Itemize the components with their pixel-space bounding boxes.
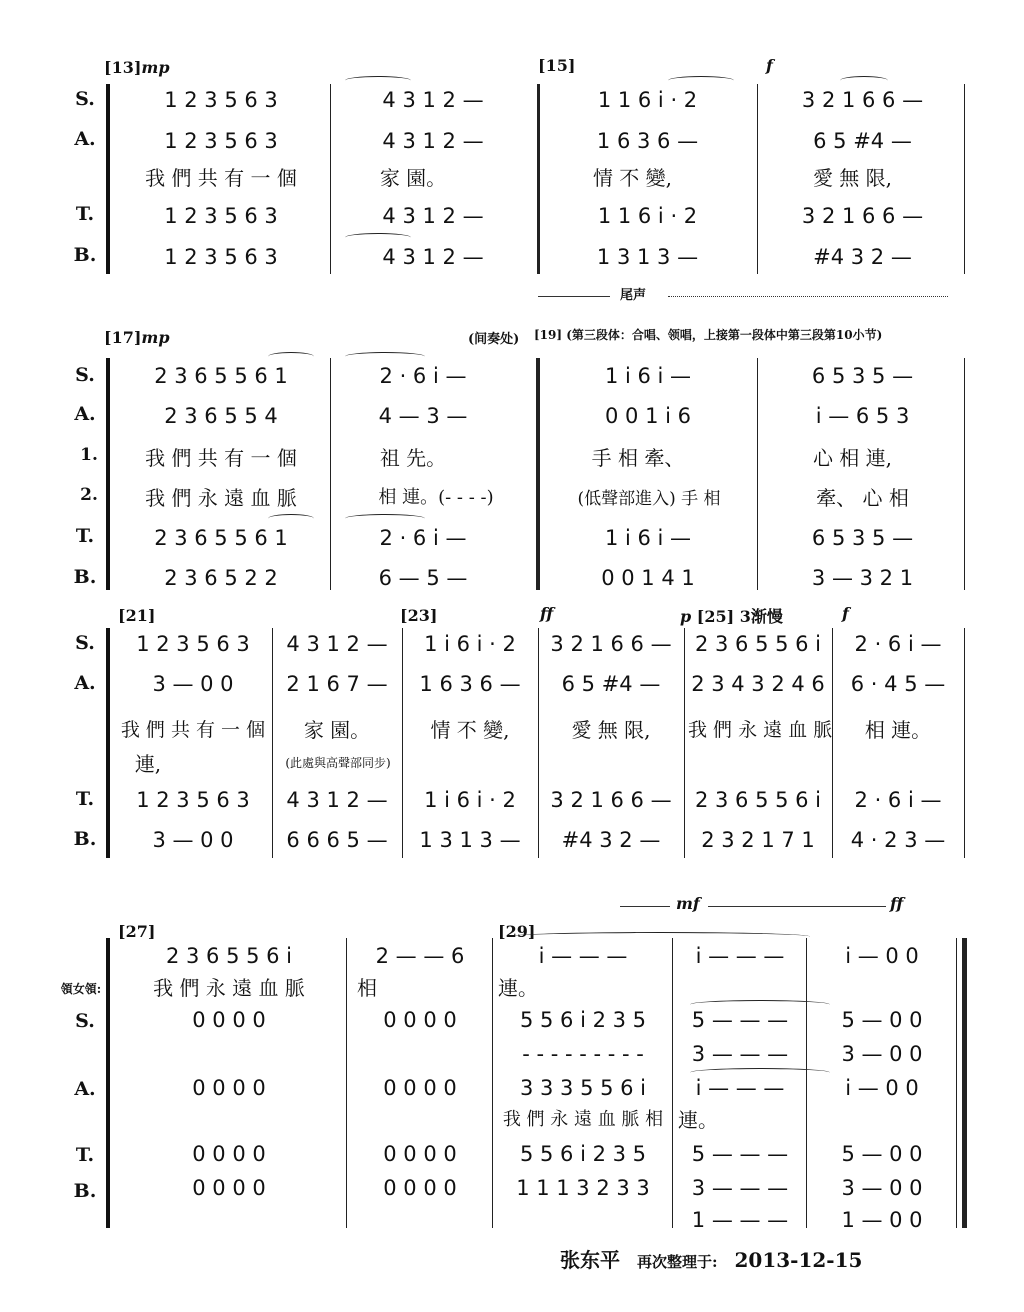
verse-label-1: 1.: [80, 445, 98, 465]
part-label-soprano: S.: [75, 1010, 95, 1032]
measure: 1 2 3 5 6 3: [164, 204, 278, 228]
barline: [672, 938, 673, 1228]
measure: 1 i 6 i · 2: [424, 632, 516, 656]
measure: 1 2 3 5 6 3: [164, 88, 278, 112]
tie: [690, 1068, 830, 1077]
system-bracket: [106, 358, 114, 590]
barline: [757, 84, 758, 274]
lyric: 愛 無 限,: [571, 717, 651, 742]
barline: [684, 628, 685, 858]
lyric: 手 相 牽、: [591, 445, 685, 470]
rehearsal-mark-27: [27]: [118, 922, 156, 941]
measure: 0 0 0 0: [383, 1176, 457, 1200]
part-label-tenor: T.: [75, 1144, 95, 1166]
rehearsal-mark-13: [13]mp: [104, 58, 170, 77]
measure: 1 i 6 i —: [604, 364, 692, 388]
measure: 5 — — —: [691, 1142, 789, 1166]
measure: 1 6 3 6 —: [596, 129, 699, 153]
system-bracket: [106, 84, 114, 274]
part-label-soprano: S.: [75, 364, 95, 386]
lyric: 家 園。: [303, 717, 371, 742]
part-label-alto: A.: [74, 1078, 96, 1100]
measure: 0 0 0 0: [192, 1176, 266, 1200]
barline: [492, 938, 493, 1228]
lyric: 我 們 共 有 一 個: [145, 445, 297, 470]
coda-label: 尾声: [620, 288, 647, 303]
slur: [345, 76, 411, 85]
slur: [345, 233, 411, 242]
measure: 2 3 6 5 5 6 1: [154, 526, 288, 550]
lyric: 牽、 心 相: [816, 485, 909, 510]
lyric: 相 連。(- - - -): [378, 487, 494, 508]
lyric: 家 園。: [379, 165, 447, 190]
slur: [345, 352, 425, 361]
rehearsal-mark-19: [19] (第三段体：合唱、领唱，上接第一段体中第三段第10小节): [534, 328, 883, 342]
system-bracket: [106, 938, 114, 1228]
measure: 2 3 6 5 5 4: [164, 404, 278, 428]
measure: 5 — 0 0: [841, 1008, 923, 1032]
measure: 3 — 0 0: [152, 828, 234, 852]
barline: [536, 358, 540, 590]
lyric: 愛 無 限,: [812, 165, 893, 190]
lyric: 連,: [134, 751, 162, 776]
dynamic-ff: ff: [540, 604, 554, 623]
arranged-note: 再次整理于:: [636, 1253, 718, 1271]
measure: 0 0 0 0: [383, 1008, 457, 1032]
measure: 6 — 5 —: [378, 566, 468, 590]
measure: 2 · 6 i —: [854, 788, 942, 812]
dynamic-mf: mf: [676, 894, 700, 913]
measure: 4 3 1 2 —: [382, 204, 484, 228]
measure: 1 i 6 i · 2: [424, 788, 516, 812]
measure: 2 3 6 5 5 6 i: [694, 788, 822, 812]
measure: 6 5 3 5 —: [811, 526, 914, 550]
lyric: 我 們 永 遠 血 脈: [145, 485, 297, 510]
measure: 1 3 1 3 —: [419, 828, 521, 852]
part-label-female-lead: 領女領:: [60, 982, 102, 996]
system-bracket: [106, 628, 114, 858]
part-label-tenor: T.: [75, 788, 95, 810]
slur: [268, 352, 314, 361]
rehearsal-mark-23: [23]: [400, 606, 438, 625]
measure: 3 2 1 6 6 —: [801, 88, 924, 112]
measure: 2 3 6 5 5 6 i: [165, 944, 293, 968]
lyric: 連。: [498, 975, 538, 1000]
part-label-bass: B.: [73, 566, 97, 588]
measure: 4 3 1 2 —: [286, 788, 388, 812]
slur: [268, 514, 314, 523]
lyric: 連。: [678, 1107, 718, 1132]
measure: 3 — 0 0: [841, 1176, 923, 1200]
slur: [345, 514, 425, 523]
lyric: 我 們 共 有 一 個: [120, 718, 266, 741]
measure: 6 5 3 5 —: [811, 364, 914, 388]
measure: 3 — — —: [691, 1042, 789, 1066]
crescendo-line: [708, 906, 886, 907]
coda-line: [538, 296, 610, 297]
measure: 5 5 6 i 2 3 5: [519, 1142, 647, 1166]
part-label-alto: A.: [74, 672, 96, 694]
dynamic-ff: ff: [890, 894, 904, 913]
measure: 2 3 6 5 5 6 1: [154, 364, 288, 388]
measure: #4 3 2 —: [561, 828, 661, 852]
rehearsal-mark-15: [15]: [538, 56, 576, 75]
measure: 4 3 1 2 —: [286, 632, 388, 656]
measure: 1 2 3 5 6 3: [164, 245, 278, 269]
measure: 0 0 1 i 6: [605, 404, 691, 428]
part-label-bass: B.: [73, 244, 97, 266]
measure: 4 · 2 3 —: [850, 828, 946, 852]
barline: [537, 84, 540, 274]
part-label-tenor: T.: [75, 525, 95, 547]
measure: 6 5 #4 —: [561, 672, 661, 696]
measure: i — 0 0: [845, 1076, 919, 1100]
dynamic-f: f: [842, 604, 849, 623]
measure: 3 2 1 6 6 —: [801, 204, 924, 228]
final-barline: [956, 938, 957, 1228]
measure: 2 1 6 7 —: [286, 672, 388, 696]
measure: 1 i 6 i —: [604, 526, 692, 550]
measure: 0 0 0 0: [383, 1142, 457, 1166]
rehearsal-mark-29: [29]: [498, 922, 536, 941]
measure: 1 2 3 5 6 3: [136, 788, 250, 812]
measure: 2 · 6 i —: [854, 632, 942, 656]
measure: 4 3 1 2 —: [382, 129, 484, 153]
measure: 3 2 1 6 6 —: [550, 632, 672, 656]
measure: 2 3 6 5 2 2: [164, 566, 278, 590]
barline: [538, 628, 539, 858]
lyric: (此處與高聲部同步): [285, 755, 391, 770]
measure: #4 3 2 —: [813, 245, 912, 269]
measure: 4 3 1 2 —: [382, 245, 484, 269]
slur: [840, 76, 888, 85]
part-label-bass: B.: [73, 828, 97, 850]
measure: 3 — — —: [691, 1176, 789, 1200]
rehearsal-mark-17: [17]mp: [104, 328, 170, 347]
measure: 3 — 0 0: [152, 672, 234, 696]
tie: [690, 1000, 830, 1009]
measure: 1 2 3 5 6 3: [164, 129, 278, 153]
measure: 0 0 0 0: [192, 1008, 266, 1032]
lyric: 相 連。: [864, 717, 932, 742]
barline: [964, 84, 965, 274]
measure: 3 — 3 2 1: [811, 566, 914, 590]
measure: i — — —: [538, 944, 628, 968]
measure: - - - - - - - - -: [522, 1042, 644, 1066]
measure: 3 2 1 6 6 —: [550, 788, 672, 812]
measure: 1 1 6 i · 2: [597, 204, 698, 228]
measure: 1 1 1 3 2 3 3: [516, 1176, 650, 1200]
measure: i — 6 5 3: [815, 404, 910, 428]
measure: 0 0 0 0: [383, 1076, 457, 1100]
lyric: 我 們 永 遠 血 脈: [688, 718, 833, 741]
measure: 2 · 6 i —: [379, 526, 467, 550]
part-label-soprano: S.: [75, 88, 95, 110]
measure: 5 — 0 0: [841, 1142, 923, 1166]
part-label-soprano: S.: [75, 632, 95, 654]
barline: [330, 84, 331, 274]
part-label-alto: A.: [74, 128, 96, 150]
arranged-date: 2013-12-15: [734, 1248, 863, 1272]
measure: 4 3 1 2 —: [382, 88, 484, 112]
crescendo-line: [620, 906, 670, 907]
coda-line-dotted: [668, 296, 948, 297]
lyric: 心 相 連,: [812, 445, 893, 470]
barline: [330, 358, 331, 590]
lyric: 相: [357, 975, 377, 1000]
part-label-tenor: T.: [75, 203, 95, 225]
footer-credit: [560, 1244, 872, 1273]
measure: i — — —: [695, 1076, 785, 1100]
measure: 6 6 6 5 —: [286, 828, 388, 852]
lyric: (低聲部進入) 手 相: [577, 488, 721, 509]
measure: 6 5 #4 —: [813, 129, 912, 153]
lyric: 情 不 變,: [592, 165, 673, 190]
measure: 1 1 6 i · 2: [597, 88, 698, 112]
measure: 2 3 2 1 7 1: [701, 828, 815, 852]
measure: 2 3 4 3 2 4 6: [691, 672, 825, 696]
measure: 5 — — —: [691, 1008, 789, 1032]
measure: 0 0 1 4 1: [601, 566, 695, 590]
measure: 3 — 0 0: [841, 1042, 923, 1066]
barline: [964, 358, 965, 590]
measure: 0 0 0 0: [192, 1076, 266, 1100]
lyric: 我 們 永 遠 血 脈: [153, 975, 305, 1000]
measure: 3 3 3 5 5 6 i: [519, 1076, 647, 1100]
lyric: 情 不 變,: [430, 717, 510, 742]
lyric: 我 們 共 有 一 個: [145, 165, 297, 190]
arranger-name: 张东平: [560, 1248, 620, 1272]
measure: i — — —: [695, 944, 785, 968]
barline: [346, 938, 347, 1228]
measure: 1 — 0 0: [841, 1208, 923, 1232]
measure: i — 0 0: [845, 944, 919, 968]
measure: 0 0 0 0: [192, 1142, 266, 1166]
tie: [510, 932, 810, 941]
rehearsal-mark-21: [21]: [118, 606, 156, 625]
lyric: 我 們 永 遠 血 脈 相: [502, 1109, 664, 1130]
rehearsal-mark-25: p [25] 3渐慢: [680, 607, 783, 626]
measure: 6 · 4 5 —: [850, 672, 946, 696]
measure: 1 2 3 5 6 3: [136, 632, 250, 656]
verse-label-2: 2.: [80, 485, 98, 505]
barline: [832, 628, 833, 858]
slur: [668, 76, 734, 85]
barline: [757, 358, 758, 590]
barline: [806, 938, 807, 1228]
part-label-alto: A.: [74, 403, 96, 425]
lyric: 祖 先。: [379, 445, 447, 470]
barline: [964, 628, 965, 858]
dynamic-f: f: [766, 56, 773, 75]
measure: 2 3 6 5 5 6 i: [694, 632, 822, 656]
measure: 1 — — —: [691, 1208, 789, 1232]
barline: [272, 628, 273, 858]
barline: [402, 628, 403, 858]
interlude-note: (间奏处): [468, 332, 520, 347]
measure: 4 — 3 —: [378, 404, 468, 428]
part-label-bass: B.: [73, 1180, 97, 1202]
measure: 1 6 3 6 —: [419, 672, 521, 696]
measure: 2 — — 6: [375, 944, 465, 968]
measure: 2 · 6 i —: [379, 364, 467, 388]
measure: 1 3 1 3 —: [596, 245, 699, 269]
measure: 5 5 6 i 2 3 5: [519, 1008, 647, 1032]
final-barline: [962, 938, 967, 1228]
